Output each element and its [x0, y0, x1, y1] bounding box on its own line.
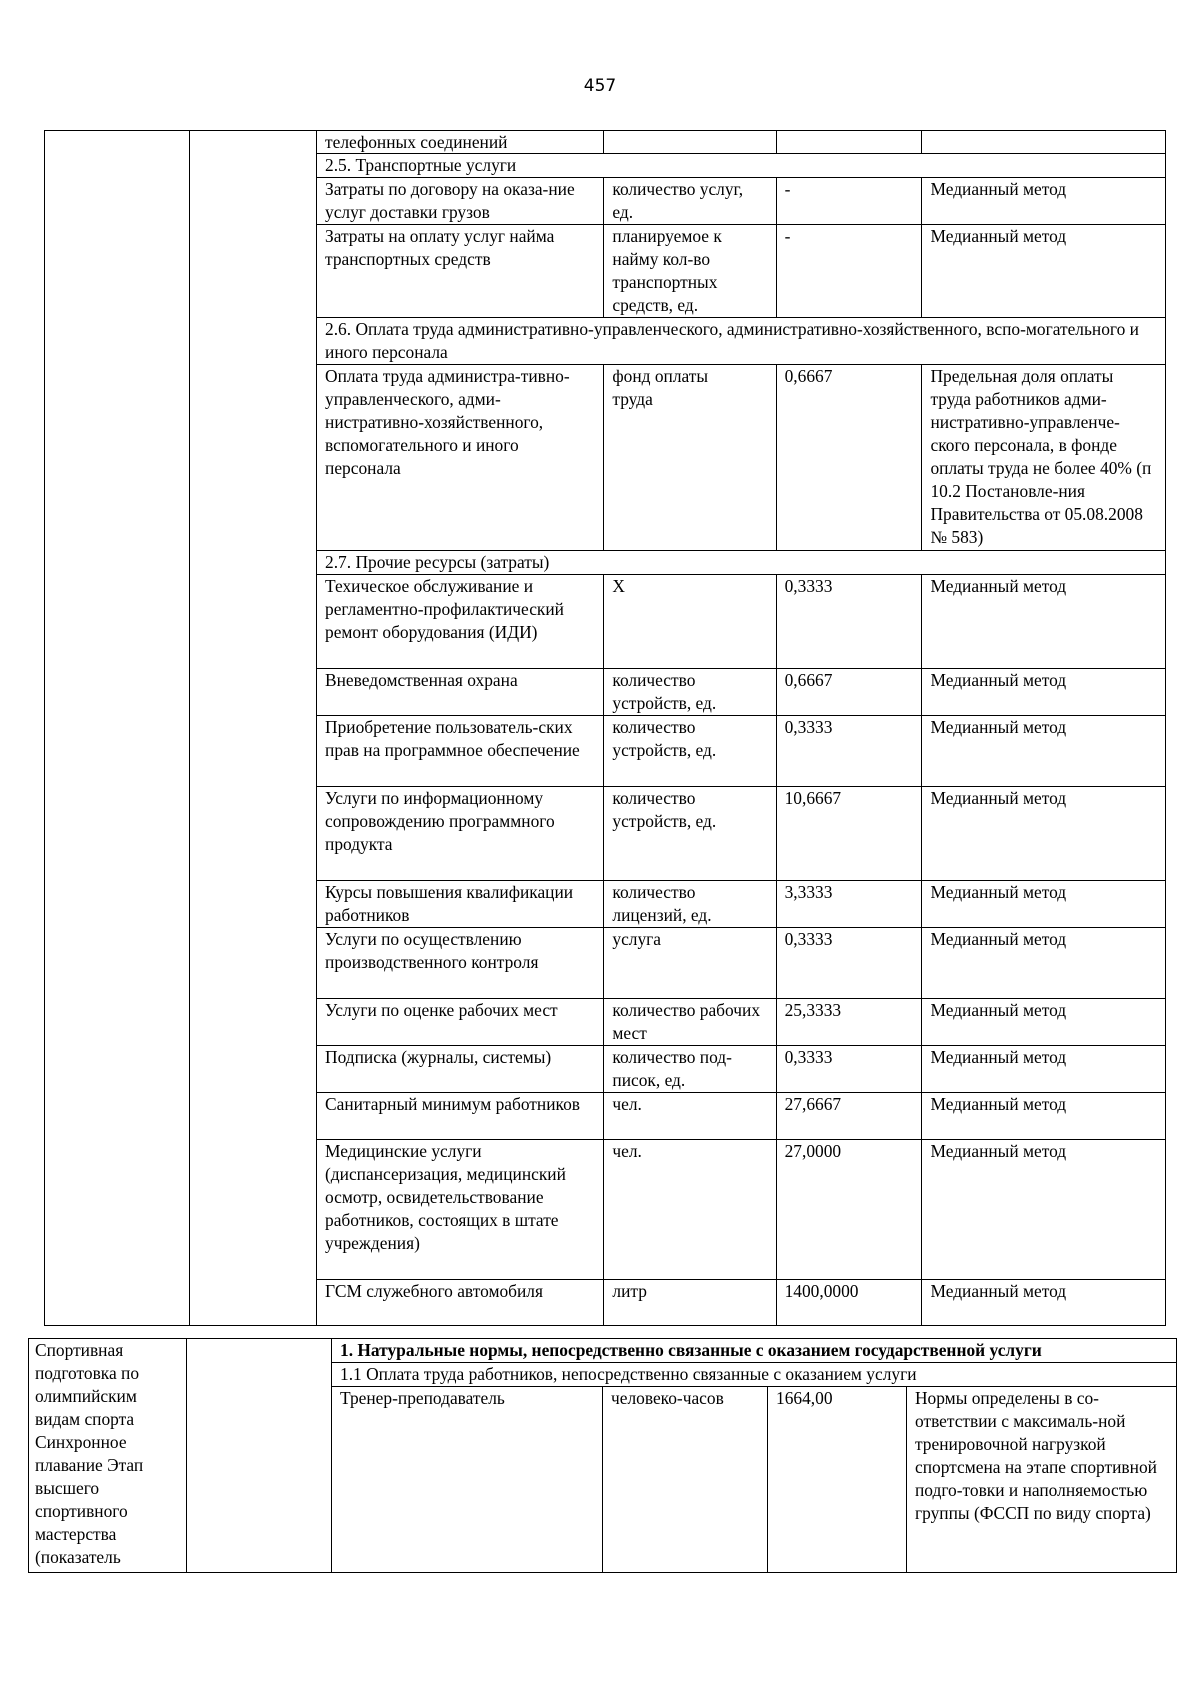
resource-unit: литр — [604, 1280, 776, 1326]
resource-name: Подписка (журналы, системы) — [317, 1046, 604, 1093]
resource-method: Медианный метод — [922, 575, 1166, 669]
resource-name: телефонных соединений — [317, 131, 604, 154]
resource-value: 0,3333 — [776, 575, 922, 669]
resource-name: Затраты по договору на оказа-ние услуг доставки грузов — [317, 178, 604, 225]
resource-method: Медианный метод — [922, 1140, 1166, 1280]
resource-method: Нормы определены в со-ответствии с максималь-ной тренировочной нагрузкой спортсмена на этапе спортивной подго-товки и наполняемостью группы (ФССП по виду спорта) — [907, 1387, 1177, 1573]
resource-value: 0,3333 — [776, 928, 922, 999]
resource-name: Приобретение пользователь-ских прав на программное обеспечение — [317, 716, 604, 787]
resource-unit: количество устройств, ед. — [604, 787, 776, 881]
section-title-2-5: 2.5. Транспортные услуги — [317, 154, 1166, 178]
resource-name: ГСМ служебного автомобиля — [317, 1280, 604, 1326]
resource-unit: услуга — [604, 928, 776, 999]
resource-value: 1400,0000 — [776, 1280, 922, 1326]
resource-method: Предельная доля оплаты труда работников адми-нистративно-управленче-ского персонала, в фонде оплаты труда не более 40% (п 10.2 Постановле-ния Правительства от 05.08.2008 № 583) — [922, 365, 1166, 551]
resource-method: Медианный метод — [922, 999, 1166, 1046]
service-code-cell — [187, 1339, 332, 1573]
resource-value: 27,0000 — [776, 1140, 922, 1280]
resource-unit: планируемое к найму кол-во транспортных средств, ед. — [604, 225, 776, 318]
resource-value: 0,6667 — [776, 365, 922, 551]
section-title-2-6: 2.6. Оплата труда административно-управленческого, административно-хозяйственного, вспо-могательного и иного персонала — [317, 318, 1166, 365]
resource-value: 0,3333 — [776, 1046, 922, 1093]
resource-unit: количество лицензий, ед. — [604, 881, 776, 928]
resource-value: 3,3333 — [776, 881, 922, 928]
section-title-1-1: 1.1 Оплата труда работников, непосредственно связанные с оказанием услуги — [332, 1363, 1177, 1387]
resource-unit: Х — [604, 575, 776, 669]
resource-unit: человеко-часов — [603, 1387, 768, 1573]
resource-unit — [604, 131, 776, 154]
resource-value: 10,6667 — [776, 787, 922, 881]
resource-method: Медианный метод — [922, 716, 1166, 787]
resource-method: Медианный метод — [922, 881, 1166, 928]
resource-method: Медианный метод — [922, 787, 1166, 881]
resource-name: Курсы повышения квалификации работников — [317, 881, 604, 928]
resource-name: Вневедомственная охрана — [317, 669, 604, 716]
resource-name: Услуги по информационному сопровождению программного продукта — [317, 787, 604, 881]
resource-unit: чел. — [604, 1140, 776, 1280]
resource-method: Медианный метод — [922, 1046, 1166, 1093]
resource-method: Медианный метод — [922, 1280, 1166, 1326]
resource-value — [776, 131, 922, 154]
service-name-cell: Спортивная подготовка по олимпийским видам спорта Синхронное плавание Этап высшего спортивного мастерства (показатель — [29, 1339, 187, 1573]
section-title-1: 1. Натуральные нормы, непосредственно связанные с оказанием государственной услуги — [332, 1339, 1177, 1363]
resource-method: Медианный метод — [922, 928, 1166, 999]
resource-unit: количество услуг, ед. — [604, 178, 776, 225]
resource-name: Услуги по оценке рабочих мест — [317, 999, 604, 1046]
resource-name: Услуги по осуществлению производственного контроля — [317, 928, 604, 999]
service-name-cell — [45, 131, 190, 1326]
resource-value: 27,6667 — [776, 1093, 922, 1140]
resource-unit: количество под-писок, ед. — [604, 1046, 776, 1093]
resource-unit: количество устройств, ед. — [604, 716, 776, 787]
resource-name: Тренер-преподаватель — [332, 1387, 603, 1573]
resource-name: Медицинские услуги (диспансеризация, медицинский осмотр, освидетельствование работников, состоящих в штате учреждения) — [317, 1140, 604, 1280]
resource-name: Затраты на оплату услуг найма транспортных средств — [317, 225, 604, 318]
service-code-cell — [189, 131, 316, 1326]
resource-method: Медианный метод — [922, 669, 1166, 716]
resource-value: 1664,00 — [768, 1387, 907, 1573]
resource-value: 25,3333 — [776, 999, 922, 1046]
resources-table-lower — [28, 1338, 1177, 1573]
resource-name: Санитарный минимум работников — [317, 1093, 604, 1140]
section-title-2-7: 2.7. Прочие ресурсы (затраты) — [317, 551, 1166, 575]
resource-unit: фонд оплаты труда — [604, 365, 776, 551]
resource-method: Медианный метод — [922, 1093, 1166, 1140]
resource-unit: чел. — [604, 1093, 776, 1140]
resource-method: Медианный метод — [922, 178, 1166, 225]
resource-unit: количество устройств, ед. — [604, 669, 776, 716]
resource-value: - — [776, 225, 922, 318]
resource-value: - — [776, 178, 922, 225]
resource-method: Медианный метод — [922, 225, 1166, 318]
resource-name: Оплата труда администра-тивно-управленческого, адми-нистративно-хозяйственного, вспомогательного и иного персонала — [317, 365, 604, 551]
resource-value: 0,3333 — [776, 716, 922, 787]
page-number: 457 — [583, 76, 617, 96]
resource-unit: количество рабочих мест — [604, 999, 776, 1046]
resource-method — [922, 131, 1166, 154]
resource-name: Техическое обслуживание и регламентно-профилактический ремонт оборудования (ИДИ) — [317, 575, 604, 669]
resource-value: 0,6667 — [776, 669, 922, 716]
resources-table-upper — [44, 130, 1166, 1326]
